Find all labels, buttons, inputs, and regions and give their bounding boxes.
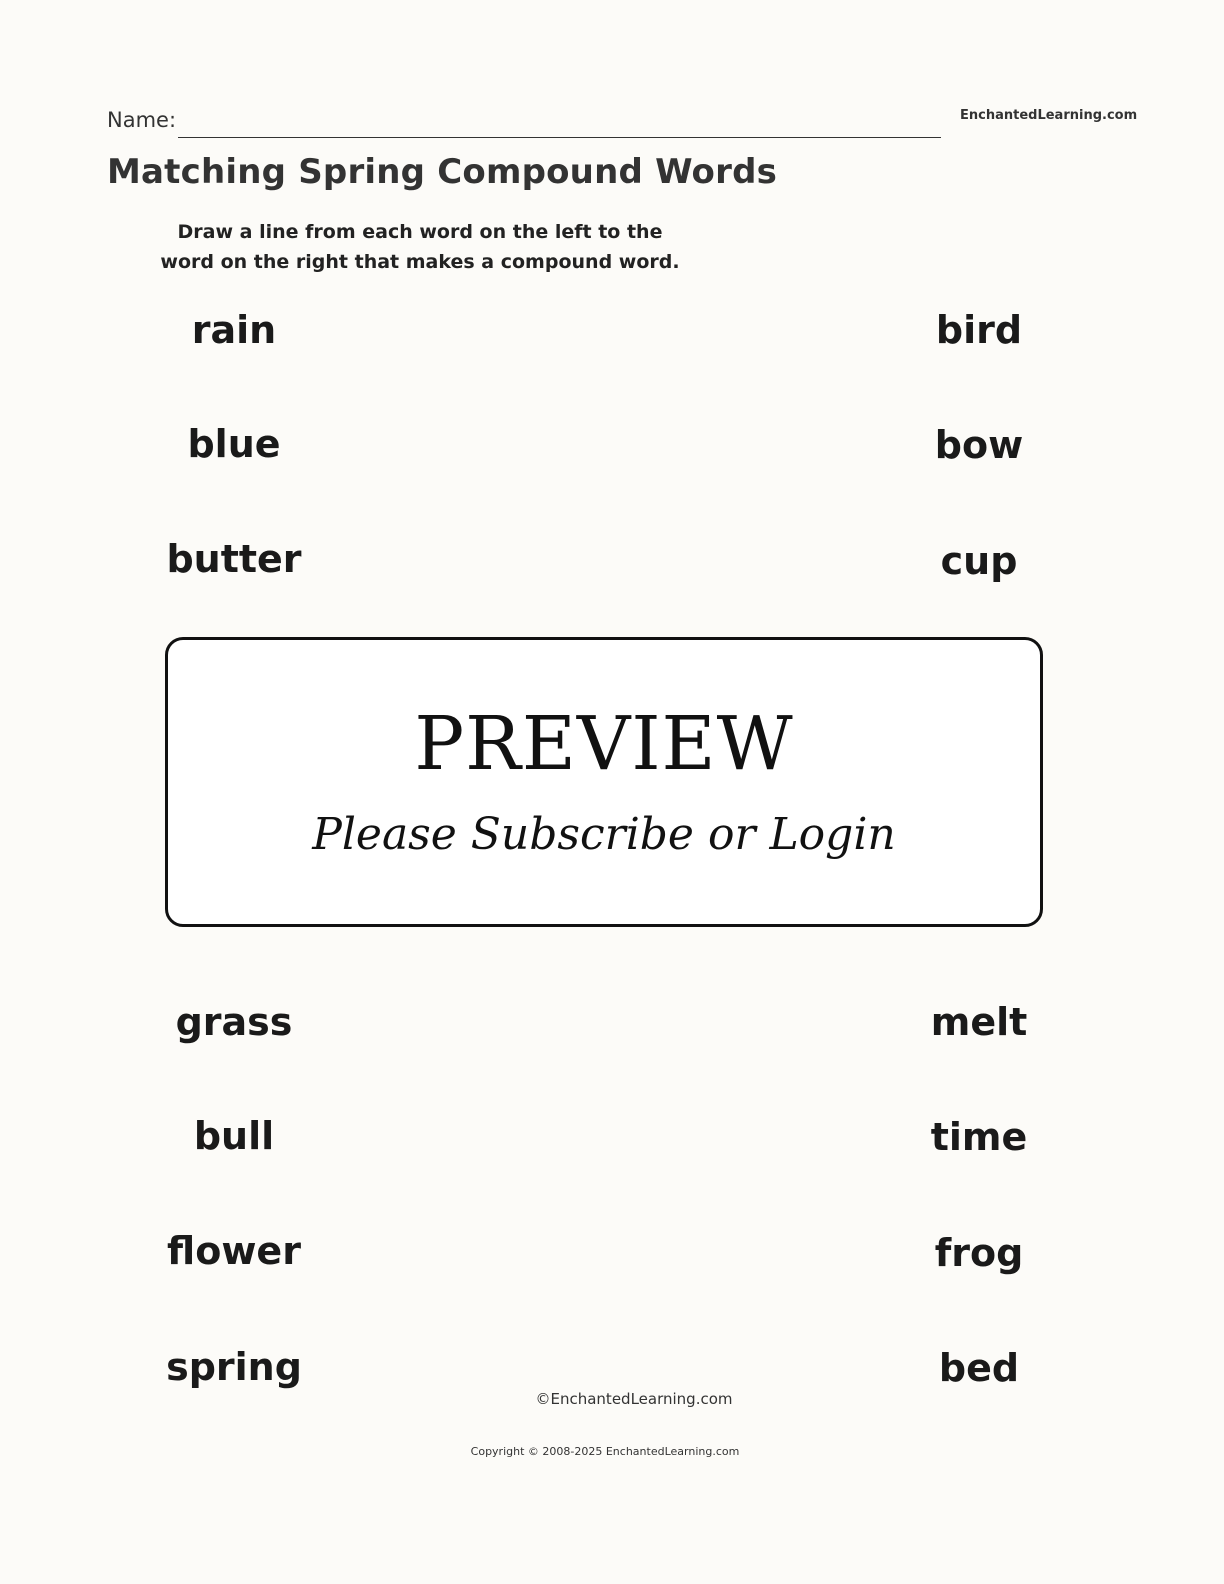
preview-overlay[interactable] bbox=[165, 637, 1043, 927]
instructions-line-1: Draw a line from each word on the left to the bbox=[177, 221, 663, 243]
left-word-butter: butter bbox=[166, 537, 302, 581]
instructions bbox=[150, 217, 690, 277]
preview-title: PREVIEW bbox=[414, 701, 794, 787]
right-word-frog: frog bbox=[934, 1231, 1024, 1275]
copyright: Copyright © 2008-2025 EnchantedLearning.com bbox=[470, 1445, 740, 1458]
site-label: EnchantedLearning.com bbox=[960, 108, 1138, 123]
name-label: Name: bbox=[107, 108, 177, 132]
page-title: Matching Spring Compound Words bbox=[107, 152, 778, 192]
watermark: ©EnchantedLearning.com bbox=[535, 1390, 733, 1408]
right-word-melt: melt bbox=[930, 1000, 1028, 1044]
left-word-grass: grass bbox=[175, 1000, 293, 1044]
left-word-spring: spring bbox=[166, 1345, 302, 1389]
instructions-line-2: word on the right that makes a compound word. bbox=[160, 251, 680, 273]
name-field-line[interactable] bbox=[178, 137, 941, 138]
left-word-bull: bull bbox=[193, 1114, 275, 1158]
right-word-time: time bbox=[930, 1115, 1028, 1159]
left-word-flower: flower bbox=[167, 1229, 301, 1273]
right-word-bird: bird bbox=[935, 308, 1023, 352]
preview-subscribe-login[interactable]: Please Subscribe or Login bbox=[312, 809, 896, 860]
left-word-rain: rain bbox=[191, 308, 277, 352]
right-word-bed: bed bbox=[938, 1346, 1020, 1390]
right-word-cup: cup bbox=[940, 539, 1018, 583]
left-word-blue: blue bbox=[187, 422, 281, 466]
right-word-bow: bow bbox=[934, 423, 1024, 467]
